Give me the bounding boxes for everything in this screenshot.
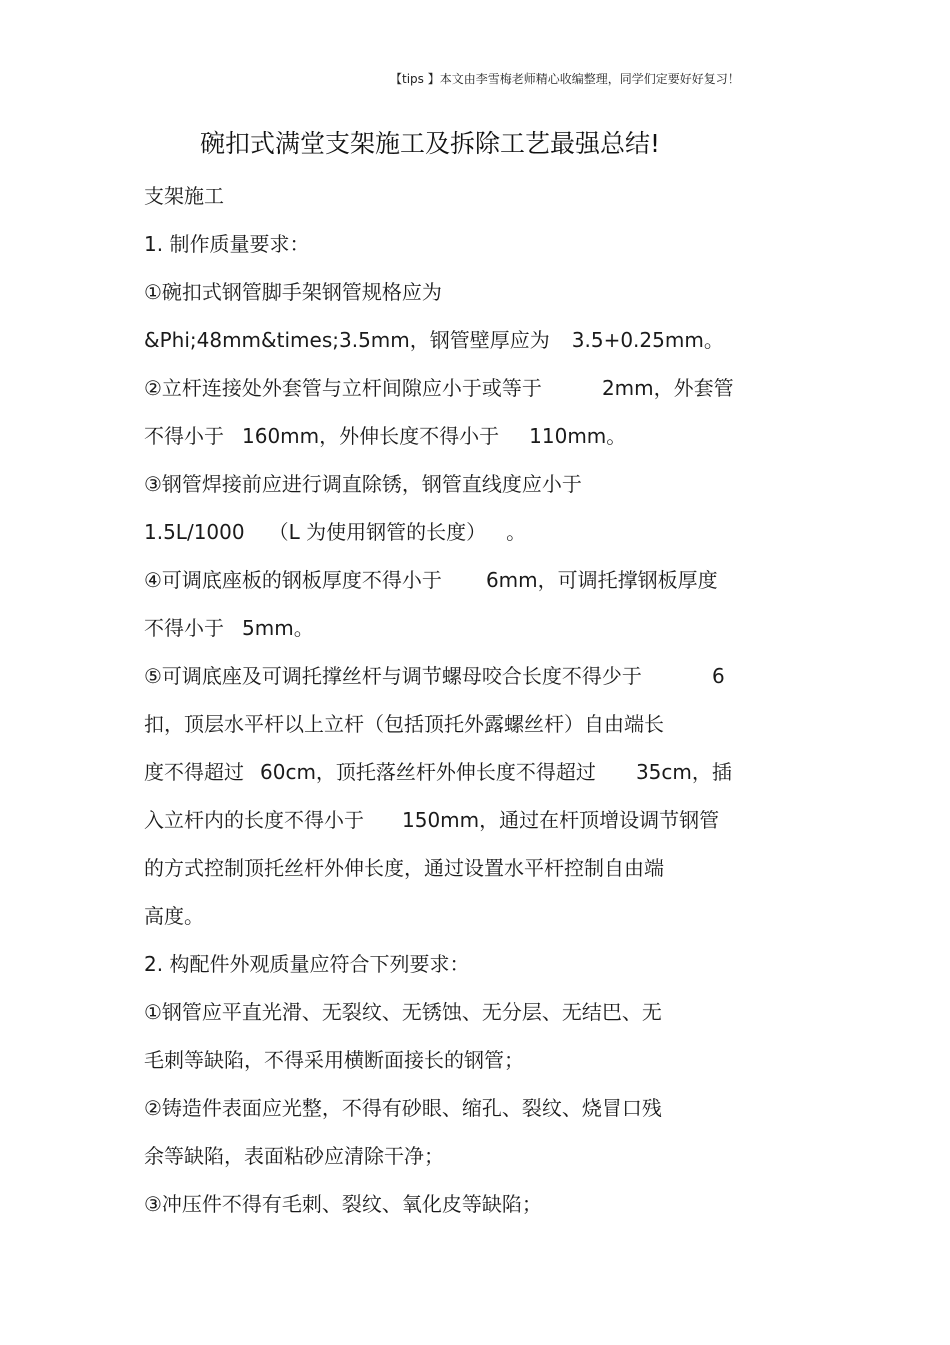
text-segment: 入立杆内的长度不得小于 [144, 808, 364, 832]
paragraph-line [144, 566, 718, 594]
paragraph-line: 余等缺陷，表面粘砂应清除干净； [144, 1144, 444, 1168]
text-segment: 度不得超过 [144, 760, 244, 784]
text-segment: 3.5+0.25mm。 [571, 328, 724, 352]
paragraph-line: ②铸造件表面应光整，不得有砂眼、缩孔、裂纹、烧冒口残 [144, 1096, 662, 1120]
text-segment: 2mm，外套管 [601, 376, 734, 400]
paragraph-line [144, 758, 732, 786]
text-segment: 1.5L/1000 [144, 520, 245, 544]
text-segment: （L 为使用钢管的长度） [268, 520, 487, 544]
text-segment: 。 [506, 520, 527, 544]
text-segment: 6 [711, 664, 725, 688]
paragraph-line [144, 614, 314, 642]
text-segment: 35cm，插 [635, 760, 732, 784]
paragraph-line [144, 326, 724, 354]
list-heading: 1. 制作质量要求： [144, 232, 310, 256]
text-segment: 110mm。 [529, 424, 627, 448]
paragraph-line [144, 806, 719, 834]
paragraph-line: ③钢管焊接前应进行调直除锈，钢管直线度应小于 [144, 472, 582, 496]
paragraph-line: ①钢管应平直光滑、无裂纹、无锈蚀、无分层、无结巴、无 [144, 1000, 662, 1024]
paragraph-line [144, 374, 734, 402]
header-note: 【tips 】本文由李雪梅老师精心收编整理，同学们定要好好复习！ [390, 72, 740, 86]
paragraph-line [144, 518, 526, 546]
text-segment: 60cm，顶托落丝杆外伸长度不得超过 [260, 760, 596, 784]
paragraph-line: 毛刺等缺陷，不得采用横断面接长的钢管； [144, 1048, 524, 1072]
paragraph-line: 扣，顶层水平杆以上立杆（包括顶托外露螺丝杆）自由端长 [144, 712, 664, 736]
text-segment: 不得小于 [144, 616, 224, 640]
paragraph-line: 的方式控制顶托丝杆外伸长度，通过设置水平杆控制自由端 [144, 856, 664, 880]
paragraph-line: 高度。 [144, 904, 204, 928]
text-segment: 6mm，可调托撑钢板厚度 [485, 568, 718, 592]
paragraph-line [144, 422, 626, 450]
paragraph-line [144, 662, 725, 690]
paragraph-line: ①碗扣式钢管脚手架钢管规格应为 [144, 280, 442, 304]
document-title: 碗扣式满堂支架施工及拆除工艺最强总结! [200, 129, 661, 158]
text-segment: 5mm。 [242, 616, 314, 640]
text-segment: 不得小于 [144, 424, 224, 448]
text-segment: ②立杆连接处外套管与立杆间隙应小于或等于 [144, 376, 542, 400]
text-segment: ⑤可调底座及可调托撑丝杆与调节螺母咬合长度不得少于 [144, 664, 642, 688]
section-heading: 支架施工 [144, 184, 224, 208]
text-segment: 150mm，通过在杆顶增设调节钢管 [402, 808, 720, 832]
text-segment: &Phi;48mm&times;3.5mm，钢管壁厚应为 [144, 328, 550, 352]
paragraph-line: ③冲压件不得有毛刺、裂纹、氧化皮等缺陷； [144, 1192, 542, 1216]
text-segment: ④可调底座板的钢板厚度不得小于 [144, 568, 442, 592]
list-heading: 2. 构配件外观质量应符合下列要求： [144, 952, 470, 976]
text-segment: 160mm，外伸长度不得小于 [242, 424, 500, 448]
